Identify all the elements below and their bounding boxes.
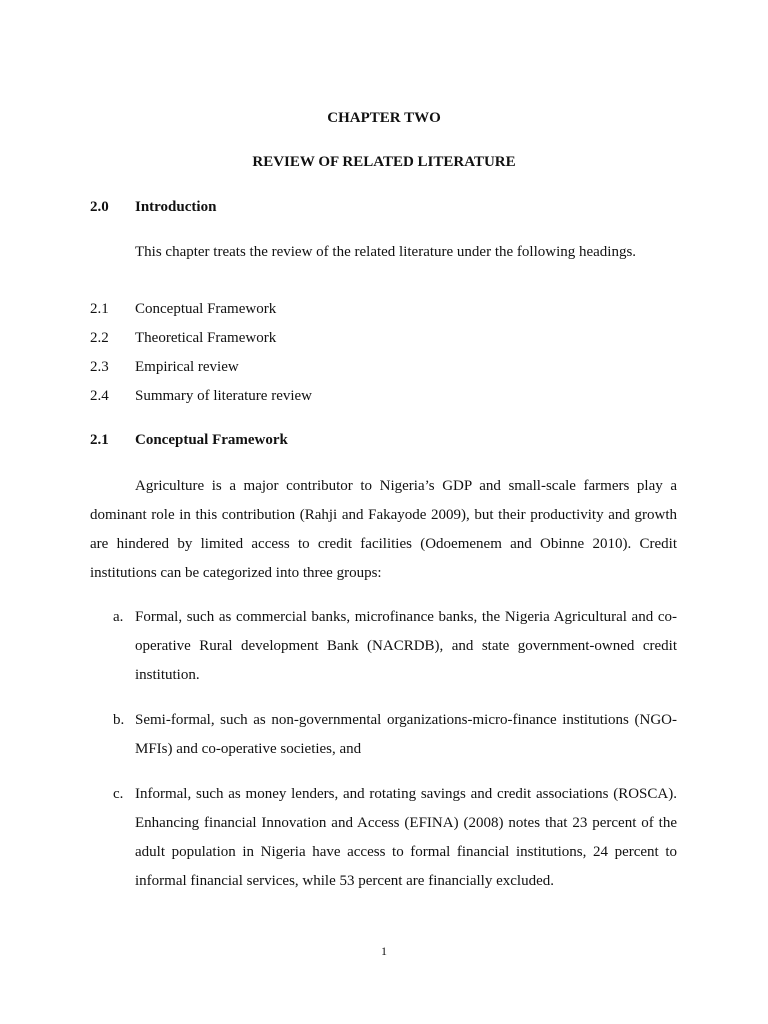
toc-label: Theoretical Framework — [135, 330, 277, 346]
toc-number: 2.1 — [90, 301, 109, 317]
list-item-text: Informal, such as money lenders, and rotating savings and credit associations (ROSCA). Enhancing financial Innovation and Access (EFINA) (2008) notes that 23 percent of the adult population in Nigeria have access to formal financial institutions, 24 percent to informal financial services, while 53 percent are financially excluded. — [135, 786, 677, 889]
chapter-title: CHAPTER TWO — [327, 110, 441, 126]
toc-item — [90, 330, 276, 347]
toc-label: Empirical review — [135, 359, 239, 375]
list-item — [90, 706, 677, 764]
toc-number: 2.2 — [90, 330, 109, 346]
toc-label: Summary of literature review — [135, 388, 313, 404]
chapter-subtitle: REVIEW OF RELATED LITERATURE — [252, 154, 516, 170]
toc-item — [90, 359, 239, 376]
section-heading-conceptual-framework — [90, 432, 288, 449]
list-item-text: Semi-formal, such as non-governmental organizations-micro-finance institutions (NGO-MFIs) and co-operative societies, and — [135, 712, 677, 757]
page-number: 1 — [381, 944, 387, 958]
section-number: 2.0 — [90, 199, 109, 215]
intro-paragraph: This chapter treats the review of the related literature under the following headings. — [135, 244, 637, 260]
list-marker: a. — [113, 609, 124, 625]
list-marker: b. — [113, 712, 125, 728]
toc-number: 2.4 — [90, 388, 109, 404]
section-title: Introduction — [135, 199, 217, 215]
toc-label: Conceptual Framework — [135, 301, 277, 317]
section-heading-introduction — [90, 199, 216, 216]
section-number: 2.1 — [90, 432, 109, 448]
toc-item — [90, 301, 276, 318]
toc-item — [90, 388, 312, 405]
list-item-text: Formal, such as commercial banks, microfinance banks, the Nigeria Agricultural and co-operative Rural development Bank (NACRDB), and state government-owned credit institution. — [135, 609, 677, 683]
list-item — [90, 603, 677, 690]
conceptual-paragraph: Agriculture is a major contributor to Nigeria’s GDP and small-scale farmers play a dominant role in this contribution (Rahji and Fakayode 2009), but their productivity and growth are hindered by limited access to credit facilities (Odoemenem and Obinne 2010). Credit institutions can be categorized into three groups: — [90, 478, 677, 581]
list-item — [90, 780, 677, 896]
section-title: Conceptual Framework — [135, 432, 288, 448]
toc-number: 2.3 — [90, 359, 109, 375]
list-marker: c. — [113, 786, 124, 802]
